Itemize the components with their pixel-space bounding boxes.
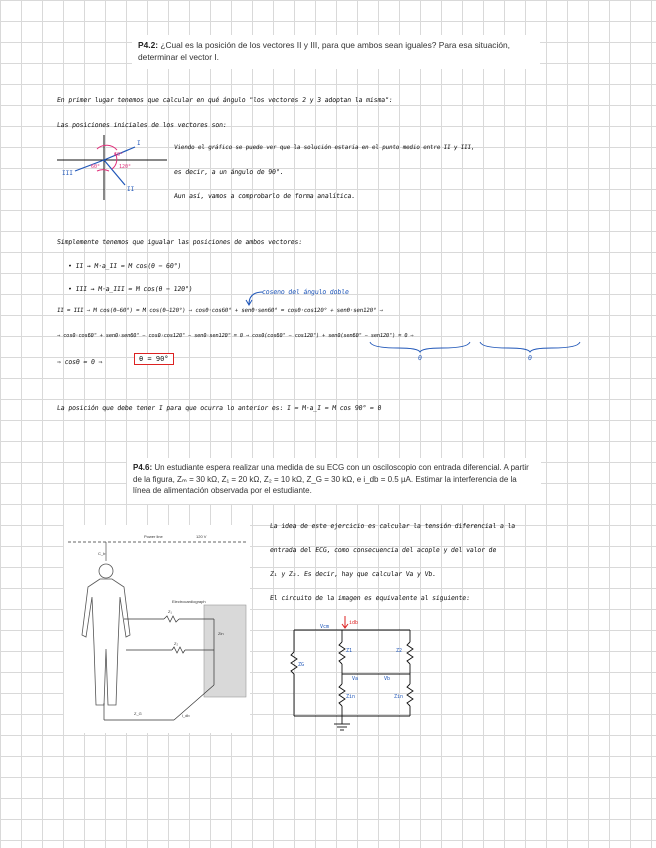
- label-ii: II: [127, 186, 135, 193]
- p46-label: P4.6:: [133, 463, 153, 472]
- fig-zg: Z_G: [134, 711, 142, 716]
- p46-question-box: [127, 458, 541, 504]
- sol46-line3: Z₁ y Z₂. Es decir, hay que calcular Va y Vb.: [269, 570, 437, 578]
- sol42-eq2: • III → M·a_III = M cos(θ − 120°): [67, 285, 193, 293]
- c-vcm: Vcm: [320, 624, 330, 630]
- label-i: I: [137, 140, 141, 147]
- c-vb: Vb: [384, 676, 391, 682]
- human-figure: [82, 564, 130, 705]
- angle-a: 60°: [114, 152, 124, 158]
- power-line-label: Power line: [144, 534, 163, 539]
- underbraces: [368, 340, 608, 354]
- fig-z1: Z₁: [168, 609, 172, 614]
- ecg-label: Electrocardiograph: [172, 599, 206, 604]
- sol42-line1: En primer lugar tenemos que calcular en qué ángulo "los vectores 2 y 3 adoptan la misma":: [56, 96, 393, 104]
- p42-label: P4.2:: [138, 40, 159, 50]
- sol42-eq1: • II → M·a_II = M cos(θ − 60°): [67, 262, 182, 270]
- sol46-line4: El circuito de la imagen es equivalente al siguiente:: [269, 594, 471, 602]
- sol42-line3: Simplemente tenemos que igualar las posiciones de ambos vectores:: [56, 238, 303, 246]
- result-box: θ = 90°: [134, 353, 174, 365]
- angle-c: 60°: [91, 164, 101, 170]
- p42-question: ¿Cual es la posición de los vectores II y III, para que ambos sean iguales? Para esa situación, determinar el vector I.: [138, 40, 510, 62]
- c-z2: Z2: [396, 648, 403, 654]
- c-zin2: Zin: [394, 694, 404, 700]
- c-idb: idb: [349, 620, 359, 626]
- c-z1: Z1: [346, 648, 353, 654]
- sol42-eq5: ⇒ cosθ = 0 ⇒: [56, 358, 103, 366]
- sol42-eq3: II = III ⇒ M cos(θ−60°) = M cos(θ−120°) ⇒ cosθ·cos60° + senθ·sen60° = cosθ·cos120° + senθ·sen120° ⇒: [56, 308, 384, 314]
- equivalent-circuit: [286, 612, 426, 737]
- vector-diagram: [57, 135, 167, 200]
- label-iii: III: [62, 170, 73, 177]
- annotation-text: coseno del ángulo doble: [261, 288, 350, 296]
- c-zin1: Zin: [346, 694, 356, 700]
- sol42-eq4: ⇒ cosθ·cos60° + senθ·sen60° − cosθ·cos120° − senθ·sen120° = 0 ⇒ cosθ(cos60° − cos120°) + senθ(sen60° − sen120°) = 0 ⇒: [56, 333, 414, 339]
- voltage-label: 120 V: [196, 534, 207, 539]
- p42-question-box: [132, 35, 540, 69]
- sol42-conclusion: La posición que debe tener I para que ocurra lo anterior es: I = M·a_I = M cos 90° = 0: [56, 404, 382, 412]
- angle-b: 120°: [119, 164, 132, 170]
- sol42-explain2: es decir, a un ángulo de 90°.: [173, 168, 284, 176]
- fig-idb: i_db: [182, 713, 190, 718]
- sol42-explain1: Viendo el gráfico se puede ver que la solución estaría en el punto medio entre II y III,: [173, 144, 475, 151]
- zero-1: 0: [417, 354, 423, 362]
- zero-2: 0: [527, 354, 533, 362]
- fig-zin: Zin: [218, 631, 224, 636]
- sol42-explain3: Aun así, vamos a comprobarlo de forma analítica.: [173, 192, 356, 200]
- cb-label: C_b: [98, 551, 106, 556]
- sol46-line2: entrada del ECG, como consecuencia del acople y del valor de: [269, 546, 497, 554]
- p46-question: Un estudiante espera realizar una medida de su ECG con un osciloscopio con entrada diferencial. A partir de la figura, Zₘ = 30 kΩ, Z₁ = 20 kΩ, Z₂ = 10 kΩ, Z_G = 30 kΩ, e i_db = 0.5 µA. Estimar la interferencia de la línea de alimentación observada por el estudiante.: [133, 463, 529, 495]
- c-zg: ZG: [298, 662, 305, 668]
- sol46-line1: La idea de este ejercicio es calcular la tensión diferencial a la: [269, 522, 516, 530]
- c-va: Va: [352, 676, 359, 682]
- ecg-figure: [64, 525, 250, 733]
- fig-z2: Z₂: [174, 641, 178, 646]
- sol42-line2: Las posiciones iniciales de los vectores son:: [56, 121, 228, 129]
